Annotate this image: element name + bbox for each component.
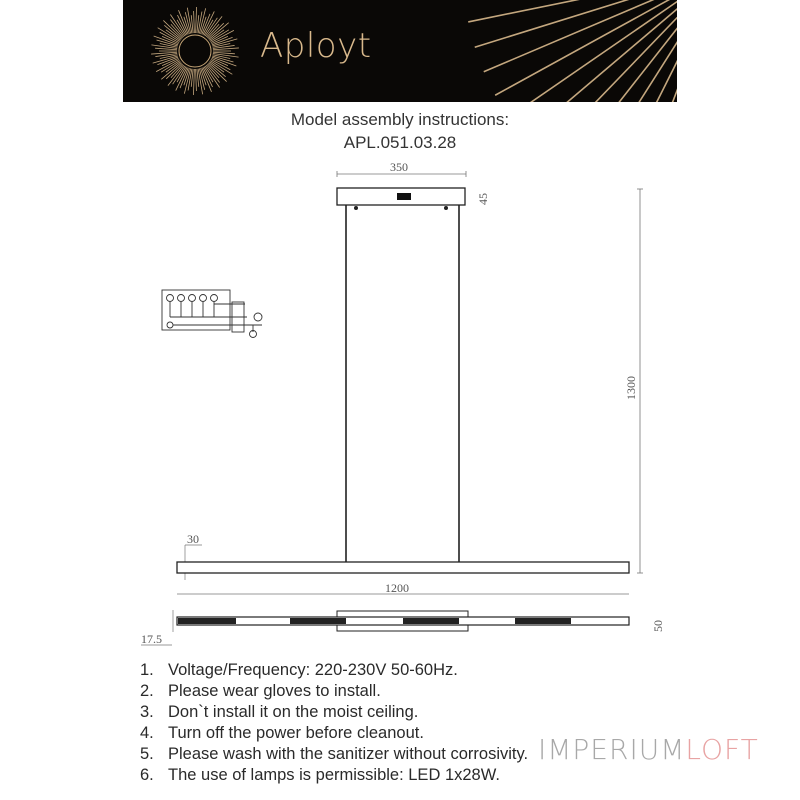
model-number: APL.051.03.28	[343, 133, 457, 152]
svg-text:50: 50	[651, 620, 665, 632]
instruction-item: 2. Please wear gloves to install.	[140, 682, 381, 700]
instruction-item: 3. Don`t install it on the moist ceiling.	[140, 703, 419, 721]
instruction-item: 5. Please wash with the sanitizer without corrosivity.	[140, 745, 529, 763]
brand-name: Aployt	[260, 26, 372, 66]
total-height-dimension	[624, 189, 643, 573]
light-bar-top-view	[141, 610, 665, 646]
svg-text:17.5: 17.5	[141, 632, 162, 646]
svg-text:1300: 1300	[624, 376, 638, 400]
wiring-diagram-icon	[162, 290, 262, 338]
instruction-list	[140, 660, 528, 786]
svg-text:30: 30	[187, 532, 199, 546]
svg-text:45: 45	[476, 193, 490, 205]
svg-text:1200: 1200	[385, 581, 409, 595]
bar-length-dimension	[177, 581, 629, 595]
instruction-item: 4. Turn off the power before cleanout.	[140, 724, 424, 742]
instruction-item: 1. Voltage/Frequency: 220-230V 50-60Hz.	[140, 661, 458, 679]
canopy-width-dimension	[337, 160, 466, 177]
instruction-item: 6. The use of lamps is permissible: LED 1x28W.	[140, 766, 500, 784]
page-title: Model assembly instructions:	[290, 110, 510, 129]
svg-text:350: 350	[390, 160, 408, 174]
watermark: IMPERIUMLOFT	[538, 733, 759, 766]
light-bar-side-view	[177, 562, 629, 573]
